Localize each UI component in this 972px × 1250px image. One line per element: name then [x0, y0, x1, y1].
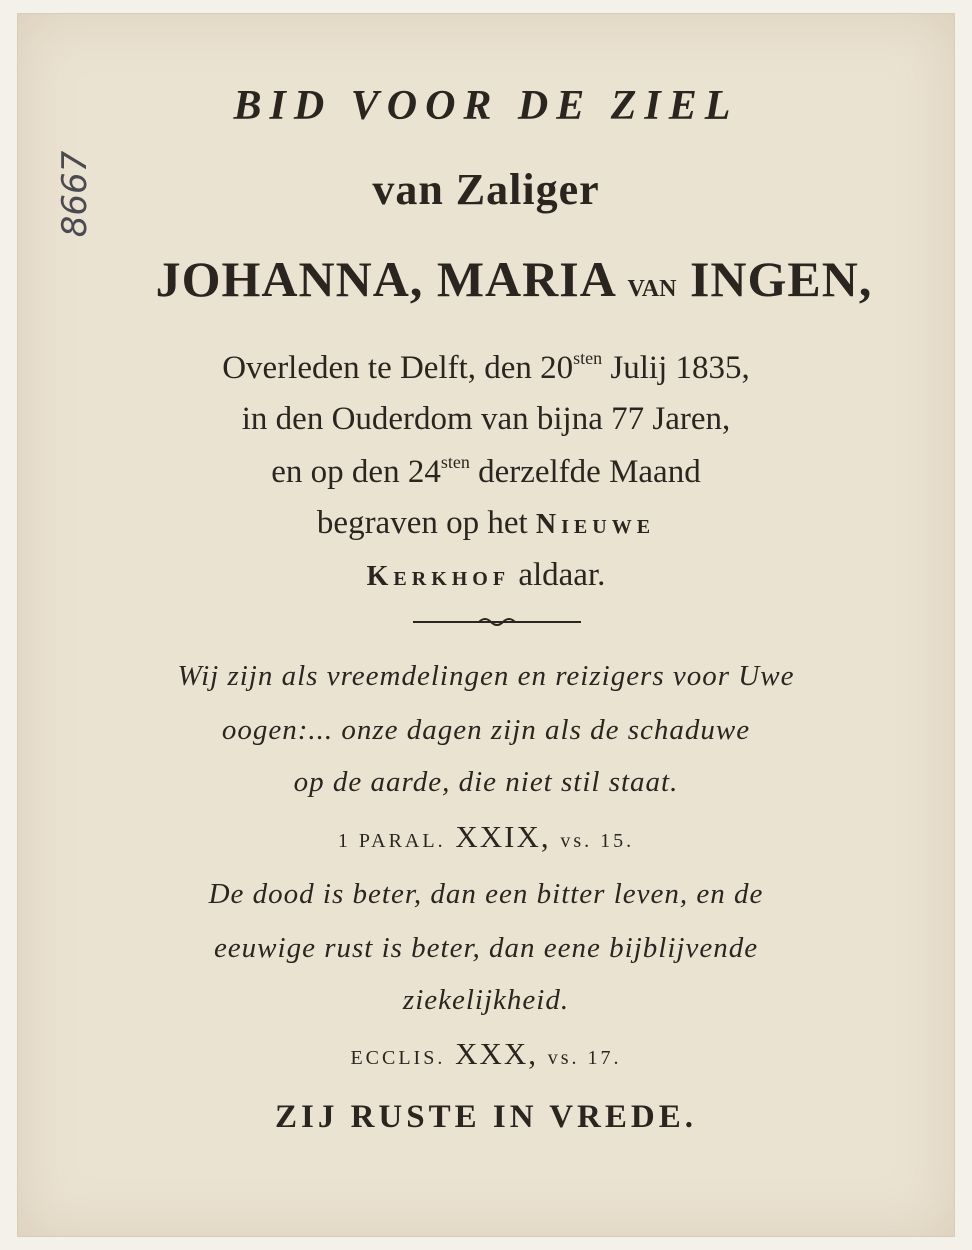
- closing-blessing: ZIJ RUSTE IN VREDE.: [275, 1099, 697, 1135]
- burial-place-name-2: Kerkhof: [366, 561, 511, 592]
- scripture-reference-1: [18, 819, 954, 855]
- burial-place-line-2: [18, 557, 954, 594]
- death-date-suffix: sten: [573, 348, 603, 368]
- card-heading: BID VOOR DE ZIEL: [233, 83, 739, 129]
- reference-1-book: 1 PARAL.: [337, 830, 446, 852]
- burial-date-month: derzelfde Maand: [469, 454, 701, 490]
- death-date-line: [18, 348, 954, 387]
- deceased-name: [46, 250, 972, 308]
- quote-2-line-3: ziekelijkheid.: [402, 984, 570, 1016]
- reference-1-chapter: XXIX,: [455, 819, 551, 854]
- age-line: in den Ouderdom van bijna 77 Jaren,: [241, 401, 731, 437]
- card-subheading: van Zaliger: [372, 165, 600, 214]
- reference-2-book: ECCLIS.: [350, 1047, 446, 1069]
- reference-2-chapter: XXX,: [455, 1036, 539, 1071]
- reference-1-verse: vs. 15.: [560, 830, 635, 852]
- burial-place-name: Nieuwe: [535, 509, 656, 540]
- ornamental-divider: [413, 615, 581, 629]
- burial-date-suffix: sten: [440, 452, 470, 472]
- scripture-reference-2: [18, 1036, 954, 1072]
- quote-2-line-1: De dood is beter, dan een bitter leven, en de: [208, 878, 764, 910]
- quote-1-line-1: Wij zijn als vreemdelingen en reizigers voor Uwe: [177, 660, 795, 692]
- name-particle: VAN: [627, 276, 677, 302]
- name-last: INGEN,: [689, 251, 873, 307]
- death-date-text: Overleden te Delft, den 20: [222, 350, 574, 386]
- name-first: JOHANNA, MARIA: [155, 251, 615, 307]
- quote-1-line-3: op de aarde, die niet stil staat.: [293, 766, 679, 798]
- burial-date-line: [18, 452, 954, 491]
- burial-place-text: begraven op het: [316, 505, 536, 541]
- memorial-card: [18, 14, 954, 1236]
- death-date-year: Julij 1835,: [602, 350, 750, 386]
- reference-2-verse: vs. 17.: [547, 1047, 622, 1069]
- handwritten-inventory-number: 8667: [55, 150, 95, 238]
- quote-2-line-2: eeuwige rust is beter, dan eene bijblijvende: [213, 932, 759, 964]
- burial-place-suffix: aldaar.: [510, 557, 606, 593]
- burial-date-text: en op den 24: [271, 454, 441, 490]
- burial-place-line: [18, 505, 954, 542]
- quote-1-line-2: oogen:... onze dagen zijn als de schaduwe: [221, 714, 751, 746]
